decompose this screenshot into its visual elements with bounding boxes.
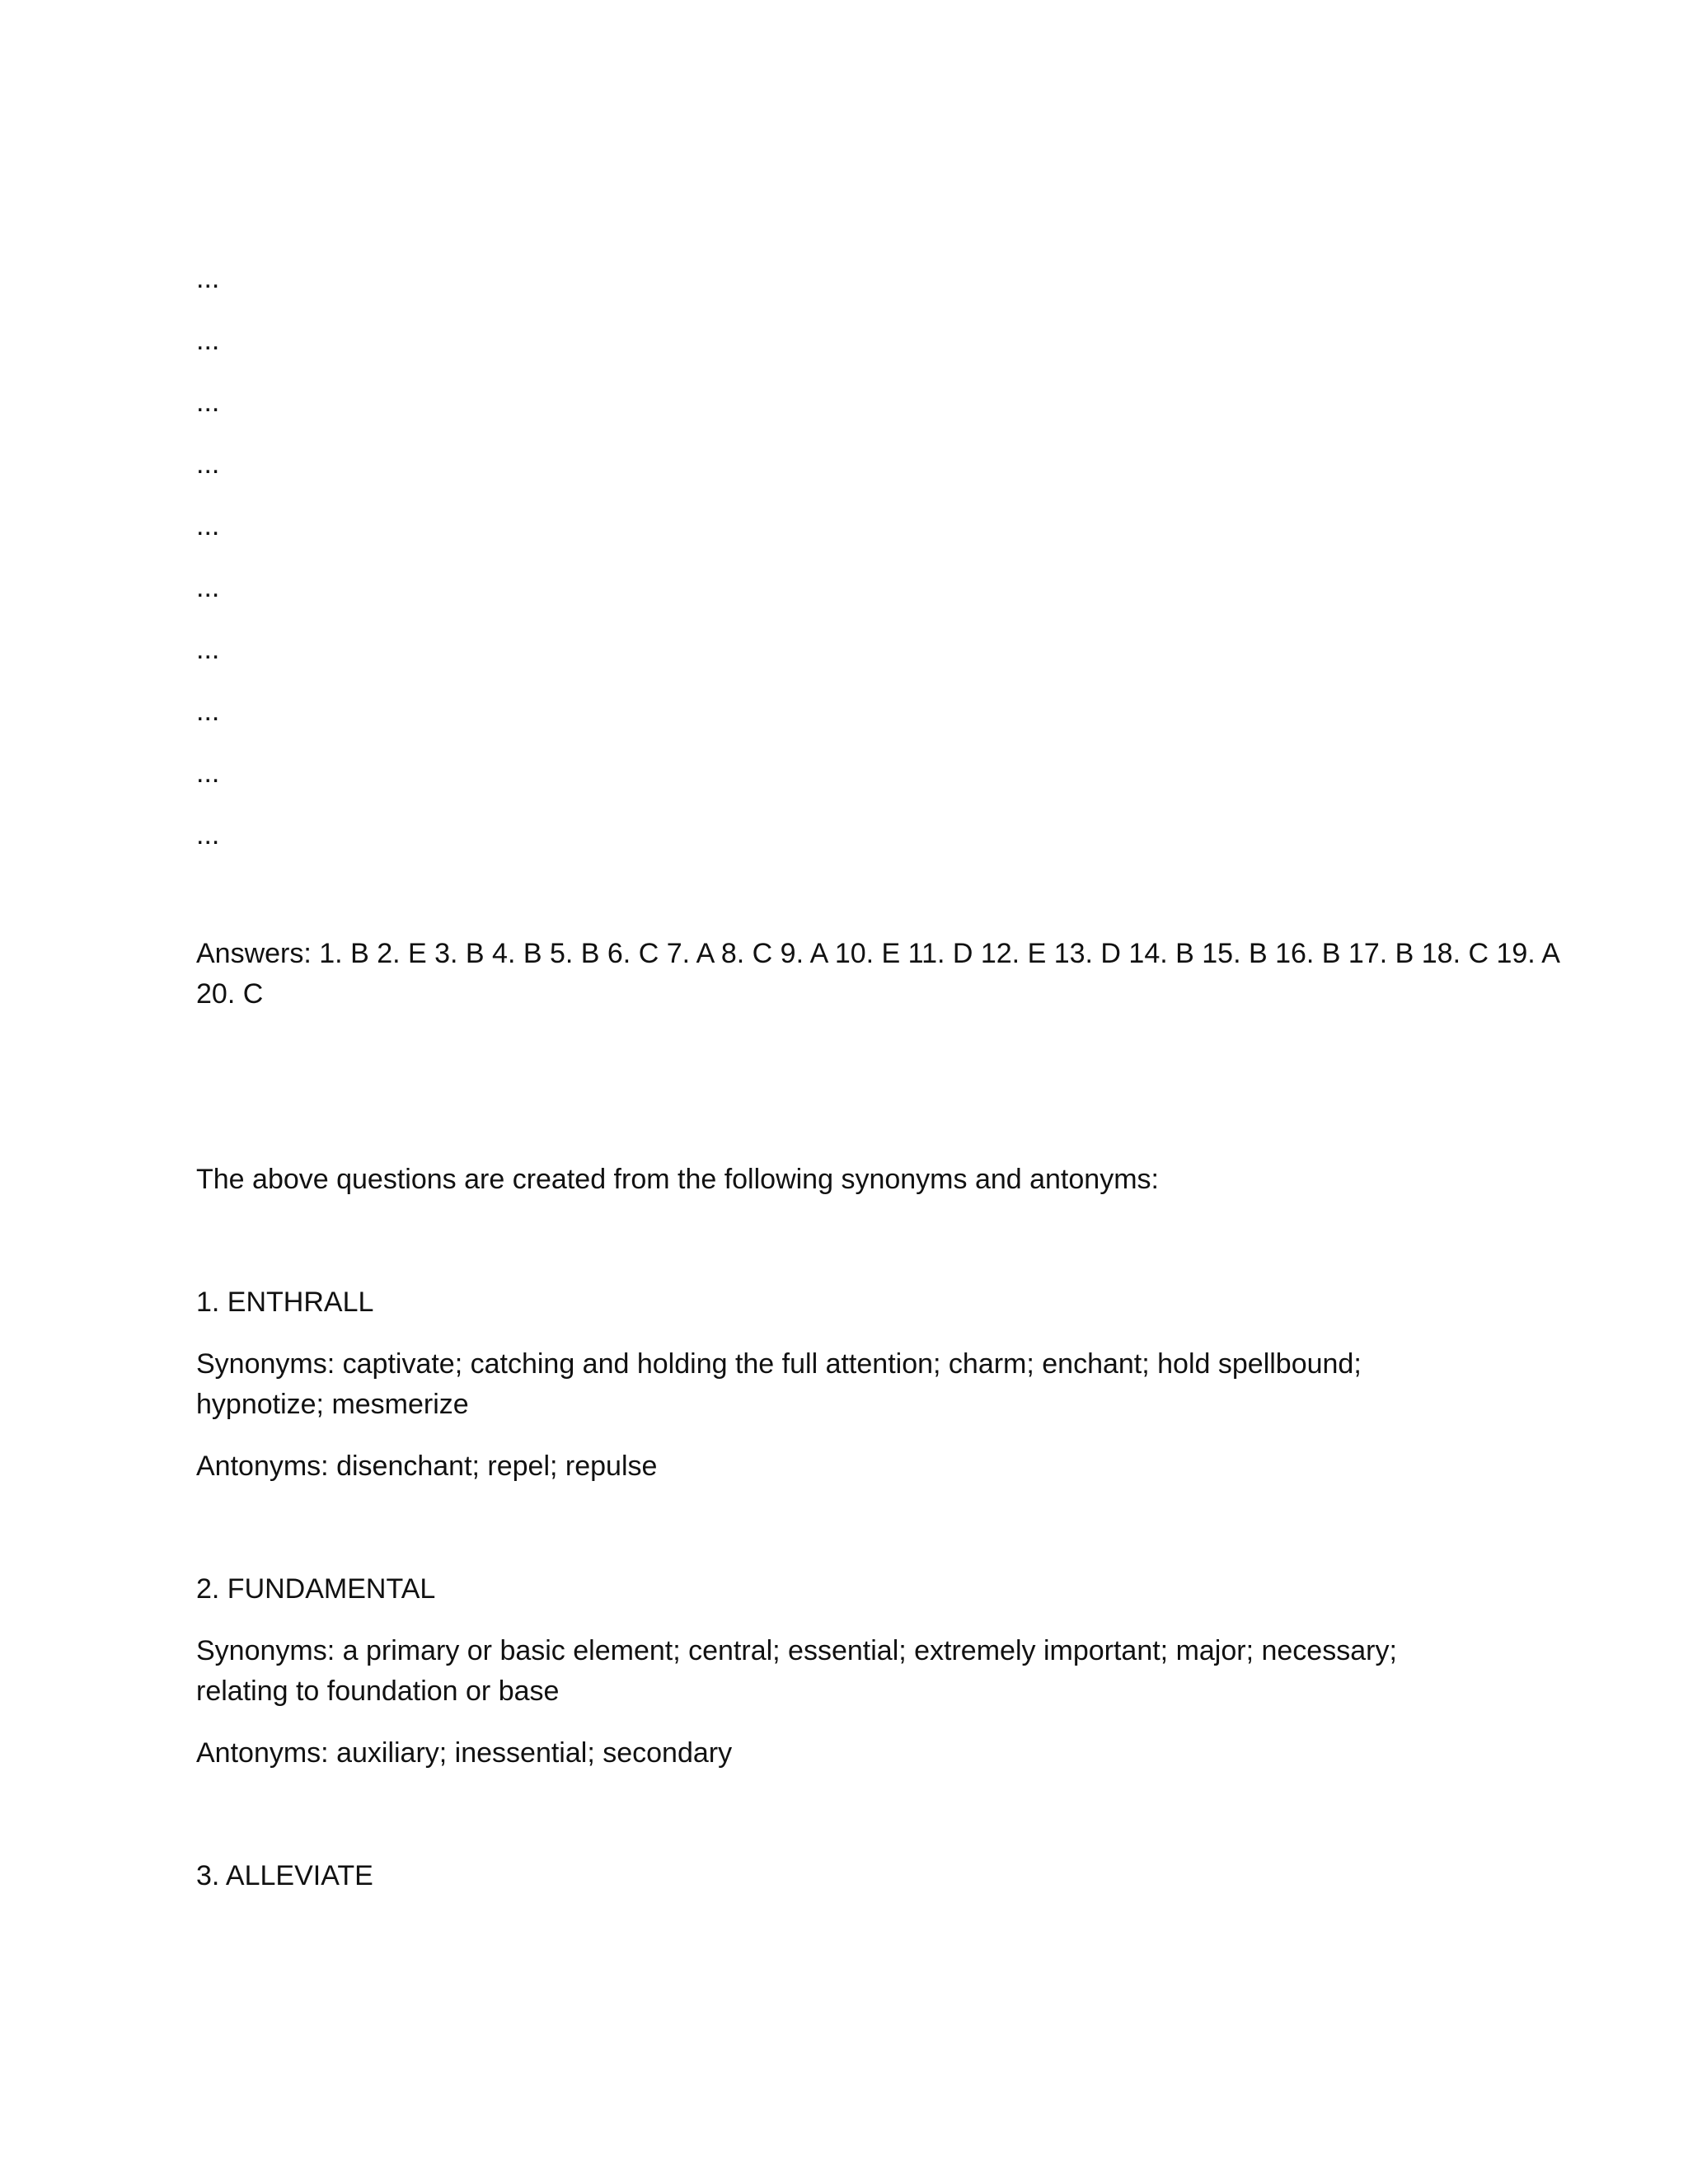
entry-antonyms-1: Antonyms: disenchant; repel; repulse xyxy=(196,1451,658,1482)
answers-line-2: 20. C xyxy=(196,978,264,1010)
ellipsis-line-8: ... xyxy=(196,696,220,727)
ellipsis-line-4: ... xyxy=(196,448,220,480)
entry-synonyms-2-line-1: Synonyms: a primary or basic element; central; essential; extremely important; major; necessary; xyxy=(196,1635,1397,1666)
ellipsis-line-10: ... xyxy=(196,819,220,851)
entry-synonyms-1-line-2: hypnotize; mesmerize xyxy=(196,1389,469,1420)
ellipsis-line-9: ... xyxy=(196,757,220,789)
ellipsis-line-1: ... xyxy=(196,263,220,294)
intro-text: The above questions are created from the following synonyms and antonyms: xyxy=(196,1164,1159,1195)
entry-heading-2: 2. FUNDAMENTAL xyxy=(196,1573,436,1605)
entry-synonyms-1-line-1: Synonyms: captivate; catching and holding the full attention; charm; enchant; hold spellbound; xyxy=(196,1348,1362,1380)
entry-antonyms-2: Antonyms: auxiliary; inessential; secondary xyxy=(196,1737,733,1769)
ellipsis-line-3: ... xyxy=(196,387,220,418)
ellipsis-line-2: ... xyxy=(196,325,220,356)
entry-heading-1: 1. ENTHRALL xyxy=(196,1286,374,1318)
ellipsis-line-5: ... xyxy=(196,510,220,541)
answers-line-1: Answers: 1. B 2. E 3. B 4. B 5. B 6. C 7. A 8. C 9. A 10. E 11. D 12. E 13. D 14. B 15. B 16. B 17. B 18. C 19. A xyxy=(196,938,1560,969)
entry-synonyms-2-line-2: relating to foundation or base xyxy=(196,1675,560,1707)
ellipsis-line-6: ... xyxy=(196,572,220,603)
ellipsis-line-7: ... xyxy=(196,634,220,665)
entry-heading-3: 3. ALLEVIATE xyxy=(196,1860,373,1891)
